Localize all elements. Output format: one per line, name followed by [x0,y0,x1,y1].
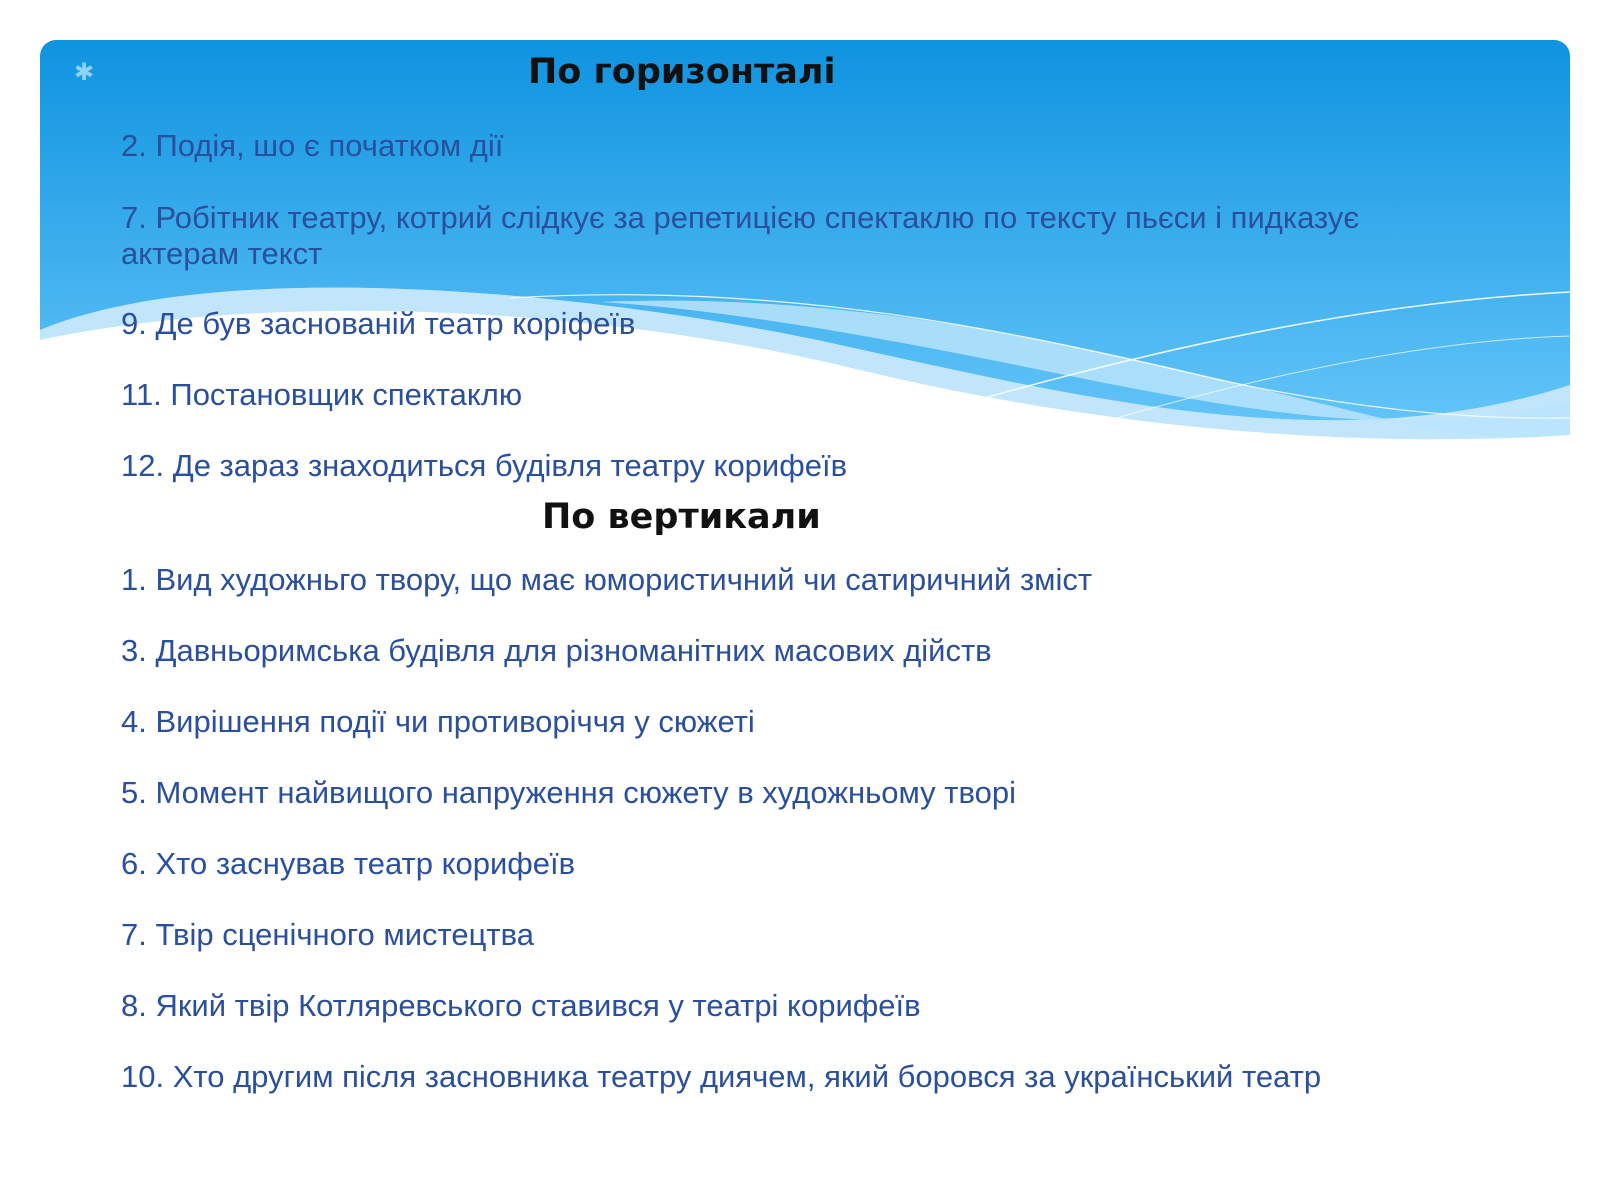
horizontal-clue-7: 7. Робітник театру, котрий слідкує за репетицією спектаклю по тексту пьєси і пидказує актерам текст [121,200,1360,271]
vertical-clue-10: 10. Хто другим після засновника театру диячем, який боровся за український театр [121,1059,1322,1094]
vertical-clue-1: 1. Вид художньго твору, що має юмористичний чи сатиричний зміст [121,562,1093,597]
asterisk-icon: ✱ [74,58,95,86]
vertical-clue-4: 4. Вирішення події чи противоріччя у сюжеті [121,704,755,739]
horizontal-clue-9: 9. Де був заснованій театр коріфеїв [121,306,636,341]
vertical-clue-7: 7. Твір сценічного мистецтва [121,917,534,952]
horizontal-heading: По горизонталі [528,52,836,92]
vertical-heading: По вертикали [542,497,821,537]
vertical-clue-6: 6. Хто заснував театр корифеїв [121,846,576,881]
vertical-clue-5: 5. Момент найвищого напруження сюжету в художньому творі [121,775,1016,810]
horizontal-clue-12: 12. Де зараз знаходиться будівля театру корифеїв [121,448,848,483]
vertical-clue-3: 3. Давньоримська будівля для різноманітних масових дійств [121,633,992,668]
vertical-clue-8: 8. Який твір Котляревського ставився у театрі корифеїв [121,988,921,1023]
horizontal-clue-11: 11. Постановщик спектаклю [121,377,523,412]
horizontal-clue-2: 2. Подія, шо є початком дії [121,128,504,163]
